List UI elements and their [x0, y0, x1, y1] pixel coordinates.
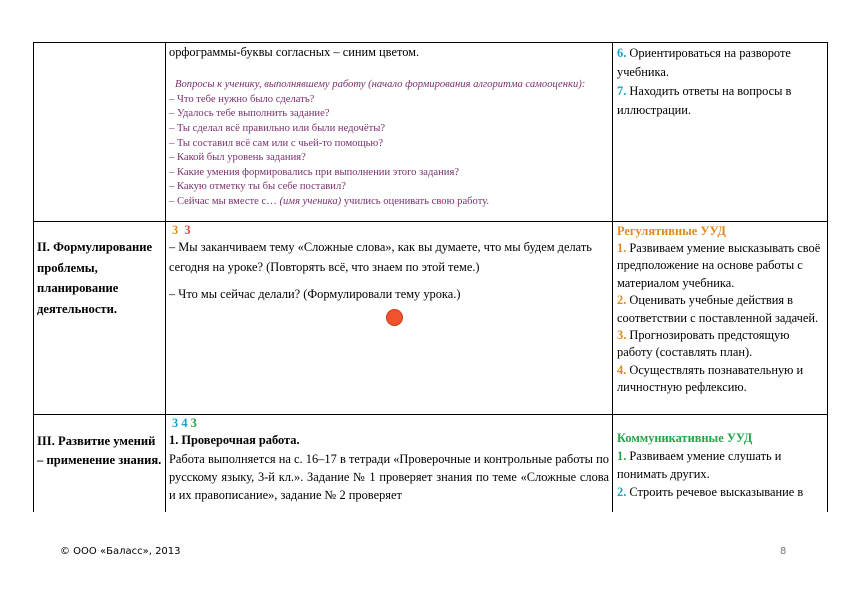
mark-value: 4	[181, 416, 188, 430]
uud-item-text: Оценивать учебные действия в соответствии с поставленной задачей.	[617, 293, 819, 325]
copyright-footer: © ООО «Баласс», 2013	[60, 546, 181, 557]
regulatory-uud-title: Регулятивные УУД	[617, 224, 726, 238]
uud-item	[617, 327, 823, 362]
uud-item-number: 7.	[617, 84, 627, 98]
stage-title: II. Формулирование проблемы, планирование деятельности.	[37, 240, 153, 316]
uud-item-text: Ориентироваться на развороте учебника.	[617, 46, 791, 79]
uud-item	[617, 240, 823, 292]
row2-paragraph-2: – Что мы сейчас делали? (Формулировали тему урока.)	[169, 287, 461, 301]
uud-item	[617, 483, 823, 501]
uud-item-number: 4.	[617, 362, 627, 377]
question-item-last	[169, 195, 609, 210]
mark-value: 3	[184, 223, 191, 237]
task-title: 1. Проверочная работа.	[169, 433, 300, 447]
row3-right-cell	[617, 430, 823, 512]
row3-paragraph-1: Работа выполняется на с. 16–17 в тетради «Проверочные и контрольные работы по русскому языку, 3-й кл.». Задание № 1 проверяет знания по теме «Сложные слова и их правописание», задание № 2 проверяет	[169, 452, 609, 502]
uud-item	[617, 362, 823, 397]
uud-item	[617, 82, 823, 120]
question-item: – Ты составил всё сам или с чьей-то помощью?	[169, 137, 384, 149]
uud-item-text: Строить речевое высказывание в	[626, 485, 804, 499]
last-question-end: учились оценивать свою работу.	[341, 195, 490, 207]
questions-intro: Вопросы к ученику, выполнявшему работу (начало формирования алгоритма самооценки):	[175, 79, 586, 91]
uud-item	[617, 44, 823, 82]
row3-middle-cell	[169, 416, 609, 512]
stage-title: III. Развитие умений – применение знания.	[37, 434, 162, 467]
row2-right-cell	[617, 223, 823, 413]
row1-right-cell	[617, 44, 823, 220]
uud-item-number: 1.	[617, 241, 627, 255]
uud-item	[617, 292, 823, 327]
question-item: – Какие умения формировались при выполнении этого задания?	[169, 166, 460, 178]
last-question-start: – Сейчас мы вместе с…	[169, 195, 280, 207]
mark-value: 3	[190, 416, 197, 430]
uud-item-text: Развиваем умение высказывать своё предположение на основе работы с материалом учебника.	[617, 241, 821, 290]
communicative-uud-title: Коммуникативные УУД	[617, 431, 753, 445]
uud-item-number: 2.	[617, 485, 627, 499]
page-number: 8	[780, 546, 787, 557]
uud-item-number: 2.	[617, 293, 627, 308]
uud-item-number: 3.	[617, 328, 627, 343]
last-question-name: (имя ученика)	[279, 195, 342, 207]
mark-value: 3	[172, 416, 179, 430]
uud-item-text: Осуществлять познавательную и личностную рефлексию.	[617, 362, 804, 395]
question-item: – Какую отметку ты бы себе поставил?	[169, 181, 346, 193]
row3-left-cell	[37, 432, 163, 512]
row1-middle-cell	[169, 44, 609, 220]
question-item: – Какой был уровень задания?	[169, 152, 306, 164]
uud-item	[617, 447, 823, 483]
uud-item-number: 6.	[617, 46, 627, 60]
uud-item-text: Находить ответы на вопросы в иллюстрации.	[617, 84, 792, 117]
uud-item-text: Развиваем умение слушать и понимать других.	[617, 449, 782, 481]
question-item: – Что тебе нужно было сделать?	[169, 93, 315, 105]
row3-marks	[169, 416, 609, 431]
row2-paragraph-1: – Мы заканчиваем тему «Сложные слова», как вы думаете, что мы будем делать сегодня на уроке? (Повторять всё, что знаем по этой теме.)	[169, 240, 592, 274]
uud-item-text: Прогнозировать предстоящую работу (составлять план).	[617, 328, 790, 360]
question-item: – Ты сделал всё правильно или были недочёты?	[169, 122, 386, 134]
question-item: – Удалось тебе выполнить задание?	[169, 108, 330, 120]
row2-left-cell	[37, 237, 163, 337]
uud-item-number: 1.	[617, 449, 627, 463]
row2-marks	[169, 223, 609, 238]
row1-mid-top-text: орфограммы-буквы согласных – синим цветом.	[169, 45, 420, 59]
marker-dot	[386, 309, 403, 326]
mark-value: 3	[172, 223, 179, 237]
